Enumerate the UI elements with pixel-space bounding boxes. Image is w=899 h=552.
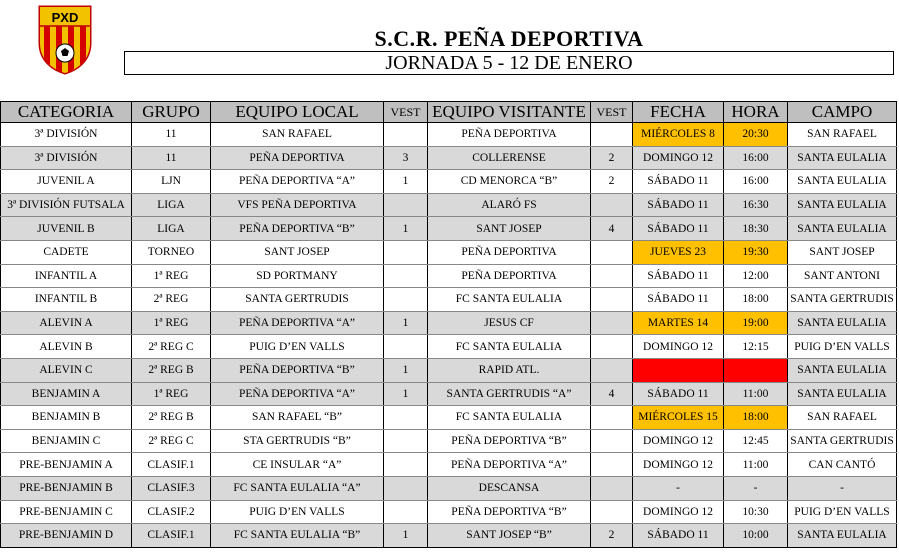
cell-equipo-visitante: CD MENORCA “B” xyxy=(428,170,591,194)
cell-categoria: BENJAMIN A xyxy=(1,382,132,406)
cell-equipo-local: PEÑA DEPORTIVA xyxy=(211,146,384,170)
table-row xyxy=(1,240,897,264)
logo-text: PXD xyxy=(51,10,79,25)
cell-equipo-local: PUIG D’EN VALLS xyxy=(211,500,384,524)
cell-equipo-local: SAN RAFAEL xyxy=(211,123,384,147)
cell-grupo: 2ª REG C xyxy=(132,335,211,359)
col-header-grupo: GRUPO xyxy=(132,102,211,123)
cell-categoria: JUVENIL A xyxy=(1,170,132,194)
cell-equipo-visitante: SANT JOSEP “B” xyxy=(428,524,591,548)
cell-hora: 11:00 xyxy=(724,453,788,477)
cell-fecha: SÁBADO 11 xyxy=(633,382,724,406)
cell-vest-visitante xyxy=(591,311,633,335)
cell-equipo-visitante: ALARÓ FS xyxy=(428,193,591,217)
page-title: S.C.R. PEÑA DEPORTIVA xyxy=(374,26,644,51)
cell-vest-local xyxy=(384,429,428,453)
table-header-row xyxy=(1,102,897,123)
cell-vest-local xyxy=(384,476,428,500)
cell-fecha xyxy=(633,358,724,382)
cell-equipo-visitante: FC SANTA EULALIA xyxy=(428,406,591,430)
cell-grupo: LIGA xyxy=(132,217,211,241)
cell-campo: SANTA EULALIA xyxy=(788,146,897,170)
cell-categoria: ALEVIN A xyxy=(1,311,132,335)
cell-hora: 11:00 xyxy=(724,382,788,406)
cell-hora: 16:30 xyxy=(724,193,788,217)
cell-categoria: BENJAMIN C xyxy=(1,429,132,453)
cell-grupo: 2ª REG B xyxy=(132,358,211,382)
cell-equipo-visitante: PEÑA DEPORTIVA “B” xyxy=(428,500,591,524)
cell-fecha: SÁBADO 11 xyxy=(633,264,724,288)
cell-fecha: MIÉRCOLES 15 xyxy=(633,406,724,430)
cell-campo: SANTA GERTRUDIS xyxy=(788,288,897,312)
cell-fecha: DOMINGO 12 xyxy=(633,146,724,170)
cell-campo: SAN RAFAEL xyxy=(788,406,897,430)
cell-vest-visitante xyxy=(591,193,633,217)
cell-campo: PUIG D’EN VALLS xyxy=(788,500,897,524)
cell-categoria: 3ª DIVISIÓN FUTSALA xyxy=(1,193,132,217)
cell-hora: 20:30 xyxy=(724,123,788,147)
cell-grupo: LIGA xyxy=(132,193,211,217)
cell-campo: SANTA EULALIA xyxy=(788,524,897,548)
cell-equipo-local: FC SANTA EULALIA “B” xyxy=(211,524,384,548)
cell-equipo-visitante: JESUS CF xyxy=(428,311,591,335)
col-header-equipo-local: EQUIPO LOCAL xyxy=(211,102,384,123)
cell-vest-visitante xyxy=(591,264,633,288)
cell-campo: SANTA EULALIA xyxy=(788,311,897,335)
cell-vest-local: 1 xyxy=(384,217,428,241)
cell-categoria: 3ª DIVISIÓN xyxy=(1,146,132,170)
table-row xyxy=(1,382,897,406)
table-row xyxy=(1,123,897,147)
cell-hora: 12:00 xyxy=(724,264,788,288)
col-header-fecha: FECHA xyxy=(633,102,724,123)
cell-fecha: SÁBADO 11 xyxy=(633,193,724,217)
cell-campo: PUIG D’EN VALLS xyxy=(788,335,897,359)
table-row xyxy=(1,500,897,524)
cell-equipo-local: SANT JOSEP xyxy=(211,240,384,264)
cell-campo: SANTA GERTRUDIS xyxy=(788,429,897,453)
cell-vest-visitante xyxy=(591,240,633,264)
cell-equipo-visitante: SANTA GERTRUDIS “A” xyxy=(428,382,591,406)
cell-vest-local xyxy=(384,406,428,430)
cell-equipo-local: PEÑA DEPORTIVA “A” xyxy=(211,382,384,406)
cell-hora: 12:15 xyxy=(724,335,788,359)
cell-vest-visitante: 2 xyxy=(591,170,633,194)
cell-campo: SANT ANTONI xyxy=(788,264,897,288)
cell-campo: SANTA EULALIA xyxy=(788,382,897,406)
cell-grupo: 2ª REG B xyxy=(132,406,211,430)
cell-hora: 10:30 xyxy=(724,500,788,524)
cell-campo: CAN CANTÓ xyxy=(788,453,897,477)
cell-equipo-local: PUIG D’EN VALLS xyxy=(211,335,384,359)
cell-fecha: SÁBADO 11 xyxy=(633,524,724,548)
cell-vest-visitante: 2 xyxy=(591,524,633,548)
cell-categoria: JUVENIL B xyxy=(1,217,132,241)
cell-categoria: CADETE xyxy=(1,240,132,264)
cell-equipo-visitante: RAPID ATL. xyxy=(428,358,591,382)
cell-hora: 16:00 xyxy=(724,170,788,194)
table-row xyxy=(1,288,897,312)
table-row xyxy=(1,476,897,500)
cell-vest-visitante xyxy=(591,476,633,500)
club-crest-logo xyxy=(34,3,96,75)
cell-vest-local xyxy=(384,193,428,217)
table-row xyxy=(1,524,897,548)
table-row xyxy=(1,453,897,477)
cell-vest-local: 3 xyxy=(384,146,428,170)
cell-vest-visitante xyxy=(591,123,633,147)
cell-vest-visitante xyxy=(591,288,633,312)
cell-fecha: DOMINGO 12 xyxy=(633,453,724,477)
cell-equipo-local: PEÑA DEPORTIVA “B” xyxy=(211,358,384,382)
cell-hora xyxy=(724,358,788,382)
cell-hora: 18:30 xyxy=(724,217,788,241)
cell-vest-local: 1 xyxy=(384,311,428,335)
col-header-categoria: CATEGORIA xyxy=(1,102,132,123)
table-row xyxy=(1,264,897,288)
cell-vest-local xyxy=(384,240,428,264)
table-row xyxy=(1,146,897,170)
cell-hora: 19:30 xyxy=(724,240,788,264)
cell-vest-visitante: 4 xyxy=(591,217,633,241)
cell-campo: SANTA EULALIA xyxy=(788,358,897,382)
table-row xyxy=(1,170,897,194)
cell-equipo-visitante: SANT JOSEP xyxy=(428,217,591,241)
cell-categoria: PRE-BENJAMIN A xyxy=(1,453,132,477)
cell-equipo-visitante: FC SANTA EULALIA xyxy=(428,288,591,312)
cell-vest-local xyxy=(384,500,428,524)
cell-equipo-local: CE INSULAR “A” xyxy=(211,453,384,477)
col-header-equipo-visitante: EQUIPO VISITANTE xyxy=(428,102,591,123)
cell-vest-visitante xyxy=(591,406,633,430)
cell-grupo: 2ª REG xyxy=(132,288,211,312)
cell-grupo: 11 xyxy=(132,123,211,147)
cell-vest-visitante xyxy=(591,500,633,524)
cell-fecha: MARTES 14 xyxy=(633,311,724,335)
cell-vest-visitante xyxy=(591,429,633,453)
table-row xyxy=(1,311,897,335)
cell-hora: 19:00 xyxy=(724,311,788,335)
cell-fecha: SÁBADO 11 xyxy=(633,288,724,312)
table-row xyxy=(1,217,897,241)
cell-campo: - xyxy=(788,476,897,500)
cell-equipo-local: STA GERTRUDIS “B” xyxy=(211,429,384,453)
cell-categoria: BENJAMIN B xyxy=(1,406,132,430)
cell-vest-local: 1 xyxy=(384,524,428,548)
cell-fecha: JUEVES 23 xyxy=(633,240,724,264)
col-header-campo: CAMPO xyxy=(788,102,897,123)
cell-equipo-visitante: FC SANTA EULALIA xyxy=(428,335,591,359)
cell-fecha: DOMINGO 12 xyxy=(633,500,724,524)
schedule-table xyxy=(0,101,897,548)
cell-vest-local xyxy=(384,335,428,359)
cell-categoria: PRE-BENJAMIN D xyxy=(1,524,132,548)
cell-equipo-local: SAN RAFAEL “B” xyxy=(211,406,384,430)
cell-vest-visitante xyxy=(591,335,633,359)
cell-equipo-visitante: PEÑA DEPORTIVA “B” xyxy=(428,429,591,453)
cell-hora: 18:00 xyxy=(724,288,788,312)
cell-vest-visitante xyxy=(591,453,633,477)
cell-vest-local xyxy=(384,264,428,288)
cell-campo: SAN RAFAEL xyxy=(788,123,897,147)
cell-categoria: INFANTIL A xyxy=(1,264,132,288)
cell-fecha: DOMINGO 12 xyxy=(633,335,724,359)
col-header-vest-local: VEST xyxy=(384,102,428,123)
table-row xyxy=(1,406,897,430)
cell-grupo: CLASIF.1 xyxy=(132,524,211,548)
cell-grupo: 1ª REG xyxy=(132,382,211,406)
cell-grupo: LJN xyxy=(132,170,211,194)
cell-hora: 16:00 xyxy=(724,146,788,170)
cell-vest-local xyxy=(384,288,428,312)
cell-equipo-visitante: DESCANSA xyxy=(428,476,591,500)
cell-hora: 10:00 xyxy=(724,524,788,548)
cell-fecha: SÁBADO 11 xyxy=(633,170,724,194)
cell-vest-visitante xyxy=(591,358,633,382)
cell-equipo-visitante: COLLERENSE xyxy=(428,146,591,170)
cell-campo: SANTA EULALIA xyxy=(788,170,897,194)
cell-fecha: - xyxy=(633,476,724,500)
cell-vest-visitante: 2 xyxy=(591,146,633,170)
cell-hora: - xyxy=(724,476,788,500)
cell-grupo: 2ª REG C xyxy=(132,429,211,453)
cell-grupo: TORNEO xyxy=(132,240,211,264)
cell-campo: SANTA EULALIA xyxy=(788,217,897,241)
cell-equipo-local: VFS PEÑA DEPORTIVA xyxy=(211,193,384,217)
cell-vest-local xyxy=(384,453,428,477)
cell-equipo-local: SD PORTMANY xyxy=(211,264,384,288)
cell-fecha: DOMINGO 12 xyxy=(633,429,724,453)
cell-categoria: PRE-BENJAMIN C xyxy=(1,500,132,524)
cell-vest-local: 1 xyxy=(384,358,428,382)
page-subtitle: JORNADA 5 - 12 DE ENERO xyxy=(124,51,894,75)
table-row xyxy=(1,193,897,217)
cell-vest-local: 1 xyxy=(384,382,428,406)
col-header-hora: HORA xyxy=(724,102,788,123)
cell-categoria: INFANTIL B xyxy=(1,288,132,312)
table-row xyxy=(1,358,897,382)
cell-campo: SANTA EULALIA xyxy=(788,193,897,217)
cell-equipo-local: FC SANTA EULALIA “A” xyxy=(211,476,384,500)
cell-vest-local: 1 xyxy=(384,170,428,194)
cell-equipo-visitante: PEÑA DEPORTIVA xyxy=(428,264,591,288)
col-header-vest-visitante: VEST xyxy=(591,102,633,123)
cell-grupo: 1ª REG xyxy=(132,311,211,335)
cell-hora: 18:00 xyxy=(724,406,788,430)
cell-equipo-local: PEÑA DEPORTIVA “B” xyxy=(211,217,384,241)
cell-equipo-visitante: PEÑA DEPORTIVA xyxy=(428,240,591,264)
cell-fecha: MIÉRCOLES 8 xyxy=(633,123,724,147)
cell-grupo: CLASIF.2 xyxy=(132,500,211,524)
cell-hora: 12:45 xyxy=(724,429,788,453)
cell-categoria: PRE-BENJAMIN B xyxy=(1,476,132,500)
cell-equipo-local: SANTA GERTRUDIS xyxy=(211,288,384,312)
cell-campo: SANT JOSEP xyxy=(788,240,897,264)
cell-equipo-visitante: PEÑA DEPORTIVA “A” xyxy=(428,453,591,477)
cell-categoria: ALEVIN C xyxy=(1,358,132,382)
cell-categoria: 3ª DIVISIÓN xyxy=(1,123,132,147)
cell-grupo: CLASIF.1 xyxy=(132,453,211,477)
cell-equipo-local: PEÑA DEPORTIVA “A” xyxy=(211,170,384,194)
cell-equipo-local: PEÑA DEPORTIVA “A” xyxy=(211,311,384,335)
cell-fecha: SÁBADO 11 xyxy=(633,217,724,241)
cell-equipo-visitante: PEÑA DEPORTIVA xyxy=(428,123,591,147)
cell-vest-local xyxy=(384,123,428,147)
cell-grupo: 1ª REG xyxy=(132,264,211,288)
table-row xyxy=(1,335,897,359)
cell-grupo: CLASIF.3 xyxy=(132,476,211,500)
cell-vest-visitante: 4 xyxy=(591,382,633,406)
cell-grupo: 11 xyxy=(132,146,211,170)
cell-categoria: ALEVIN B xyxy=(1,335,132,359)
table-row xyxy=(1,429,897,453)
